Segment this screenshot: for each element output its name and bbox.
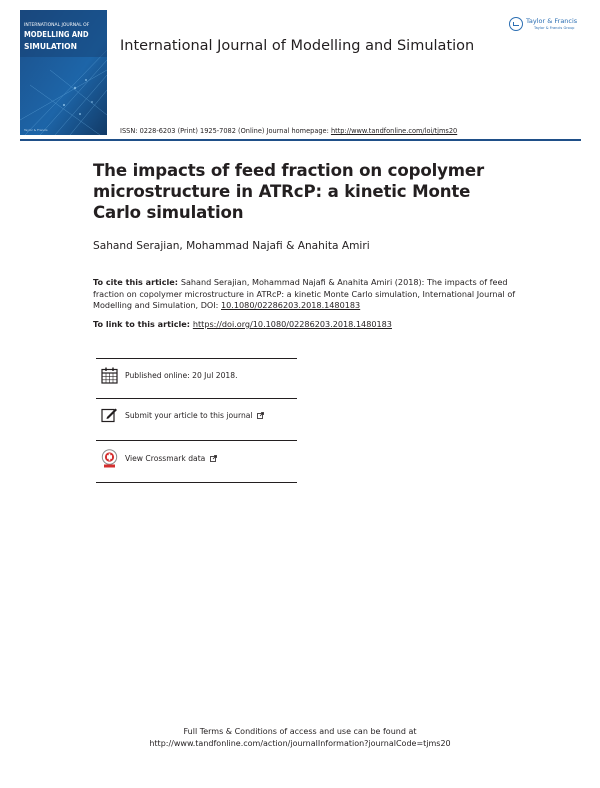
journal-title: International Journal of Modelling and Simulation	[120, 38, 475, 54]
crossmark-row[interactable]	[100, 449, 297, 469]
calendar-icon	[101, 367, 118, 384]
info-box-divider-1	[96, 398, 297, 399]
article-authors: Sahand Serajian, Mohammad Najafi & Anahita Amiri	[93, 240, 370, 252]
issn-line	[120, 127, 457, 135]
taylor-francis-logo-icon	[509, 17, 523, 31]
submit-article-link[interactable]	[125, 411, 264, 420]
cover-title-line2: MODELLING AND	[24, 30, 89, 39]
info-box-bottom-border	[96, 482, 297, 483]
citation-block	[93, 277, 523, 312]
article-link-line	[93, 319, 392, 329]
citation-text: Sahand Serajian, Mohammad Najafi & Anahita Amiri (2018): The impacts of feed fraction on copolymer microstructure in ATRcP: a kinetic Monte Carlo simulation, International Journal of Modelling and Simulation, DOI:	[93, 277, 516, 310]
publisher-name: Taylor & Francis	[526, 17, 578, 25]
article-doi-url[interactable]: https://doi.org/10.1080/02286203.2018.1480183	[192, 319, 392, 329]
external-link-icon	[210, 455, 217, 462]
article-title: The impacts of feed fraction on copolymer microstructure in ATRcP: a kinetic Monte Carlo simulation	[93, 161, 485, 222]
cover-title-line3: SIMULATION	[24, 42, 77, 51]
submit-article-row[interactable]	[100, 406, 297, 426]
cover-title-small: INTERNATIONAL JOURNAL OF	[24, 23, 90, 28]
journal-homepage-link[interactable]: http://www.tandfonline.com/loi/tjms20	[330, 127, 458, 135]
publisher-tagline: Taylor & Francis Group	[534, 26, 575, 30]
published-online-text: Published online: 20 Jul 2018.	[125, 371, 238, 380]
link-label: To link to this article:	[93, 319, 193, 329]
external-link-icon	[257, 412, 264, 419]
citation-label: To cite this article:	[93, 277, 181, 287]
info-box-divider-2	[96, 440, 297, 441]
info-box-top-border	[96, 358, 297, 359]
cover-background	[20, 10, 107, 135]
header-divider	[20, 139, 581, 141]
crossmark-link[interactable]	[125, 454, 217, 463]
published-online-row	[100, 367, 297, 387]
cover-publisher: Taylor & Francis	[24, 128, 48, 132]
crossmark-icon	[101, 449, 118, 469]
publisher-logo[interactable]	[509, 16, 584, 34]
edit-pencil-icon	[101, 407, 118, 423]
journal-cover	[20, 10, 107, 135]
footer-terms: Full Terms & Conditions of access and use can be found at	[183, 727, 417, 736]
issn-text: ISSN: 0228-6203 (Print) 1925-7082 (Online) Journal homepage:	[120, 127, 331, 135]
footer-terms-link[interactable]: http://www.tandfonline.com/action/journalInformation?journalCode=tjms20	[149, 739, 451, 748]
doi-link[interactable]: 10.1080/02286203.2018.1480183	[221, 300, 361, 310]
submit-article-label[interactable]: Submit your article to this journal	[125, 411, 253, 420]
crossmark-label[interactable]: View Crossmark data	[125, 454, 206, 463]
